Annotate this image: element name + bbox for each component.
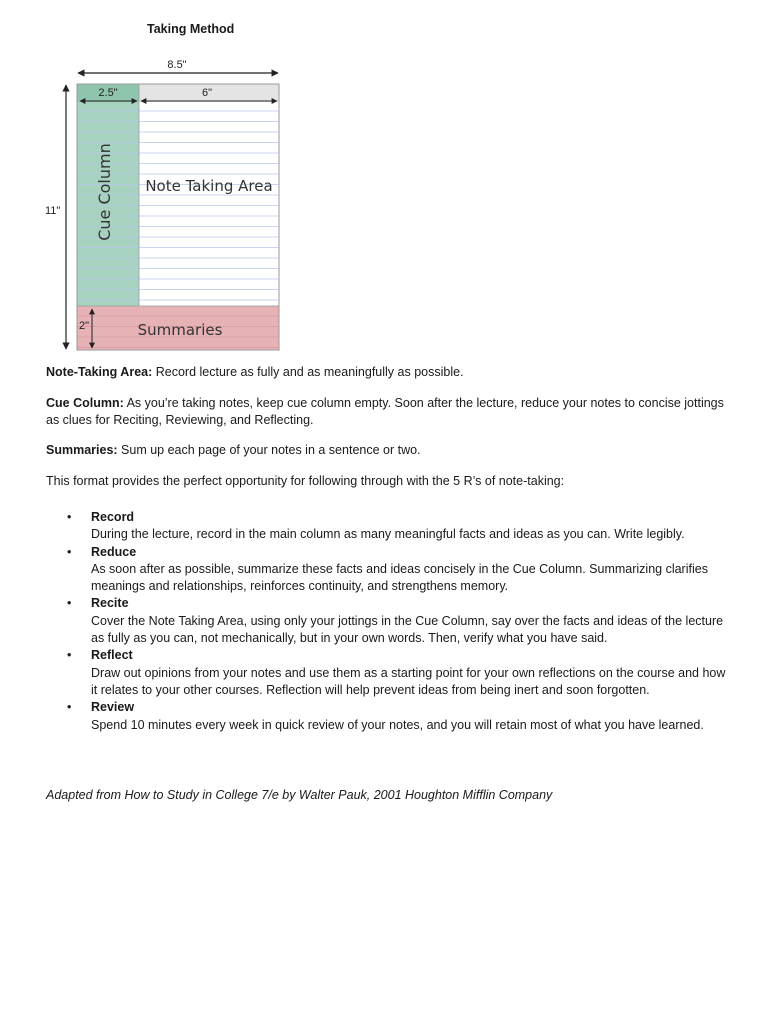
cue-column-text: As you’re taking notes, keep cue column empty. Soon after the lecture, reduce your notes to concise jottings as clues for Reciting, Reviewing, and Reflecting. <box>46 396 724 427</box>
summaries-text: Sum up each page of your notes in a sentence or two. <box>117 443 421 457</box>
note-area-description <box>46 364 726 381</box>
summaries-term: Summaries: <box>46 443 118 457</box>
bullet: • <box>67 648 72 663</box>
list-item <box>46 595 726 647</box>
cornell-diagram-svg <box>0 0 300 360</box>
width-label: 8.5" <box>167 59 187 71</box>
list-item <box>46 544 726 596</box>
note-area-term: Note-Taking Area: <box>46 365 153 379</box>
list-item-description: Draw out opinions from your notes and use them as a starting point for your own reflections on the course and how it relates to your other courses. Reflection will help prevent ideas from being inert and soon forgotten. <box>91 665 726 697</box>
citation: Adapted from How to Study in College 7/e by Walter Pauk, 2001 Houghton Mifflin Company <box>46 788 553 802</box>
intro-paragraph: This format provides the perfect opportunity for following through with the 5 R’s of note-taking: <box>46 474 565 488</box>
bullet: • <box>67 596 72 611</box>
note-taking-area-label: Note Taking Area <box>145 177 273 195</box>
five-rs-list <box>46 509 726 734</box>
bullet: • <box>67 510 72 524</box>
list-item-name: Review <box>91 700 135 715</box>
summaries-description <box>46 442 726 459</box>
note-area-text: Record lecture as fully and as meaningfully as possible. <box>152 365 464 379</box>
list-item-description: Spend 10 minutes every week in quick review of your notes, and you will retain most of what you have learned. <box>91 717 704 732</box>
cue-width-label: 2.5" <box>98 87 118 99</box>
list-item-name: Record <box>91 510 135 524</box>
summaries-label: Summaries <box>137 321 223 339</box>
bullet: • <box>67 700 72 715</box>
list-item <box>46 509 726 544</box>
list-item-name: Recite <box>91 596 129 611</box>
page-title: Taking Method <box>147 22 235 36</box>
notes-width-label: 6" <box>201 87 213 99</box>
list-item-description: Cover the Note Taking Area, using only your jottings in the Cue Column, say over the facts and ideas of the lecture as fully as you can, not mechanically, but in your own words. Then, verify what you have said. <box>91 613 724 646</box>
list-item <box>46 647 726 699</box>
cue-column-label: Cue Column <box>95 143 114 241</box>
cornell-diagram <box>0 0 300 360</box>
cue-column-term: Cue Column: <box>46 396 124 410</box>
bullet: • <box>67 544 72 559</box>
list-item-description: As soon after as possible, summarize these facts and ideas concisely in the Cue Column. Summarizing clarifies meanings and relationships, reinforces continuity, and strengthens memory. <box>91 561 708 594</box>
list-item-name: Reduce <box>91 544 137 559</box>
list-item-name: Reflect <box>91 648 133 663</box>
summary-height-label: 2" <box>79 320 90 332</box>
list-item-description: During the lecture, record in the main column as many meaningful facts and ideas as you can. Write legibly. <box>91 527 685 542</box>
list-item <box>46 699 726 734</box>
cue-column-description <box>46 395 726 429</box>
height-label: 11" <box>45 205 61 217</box>
